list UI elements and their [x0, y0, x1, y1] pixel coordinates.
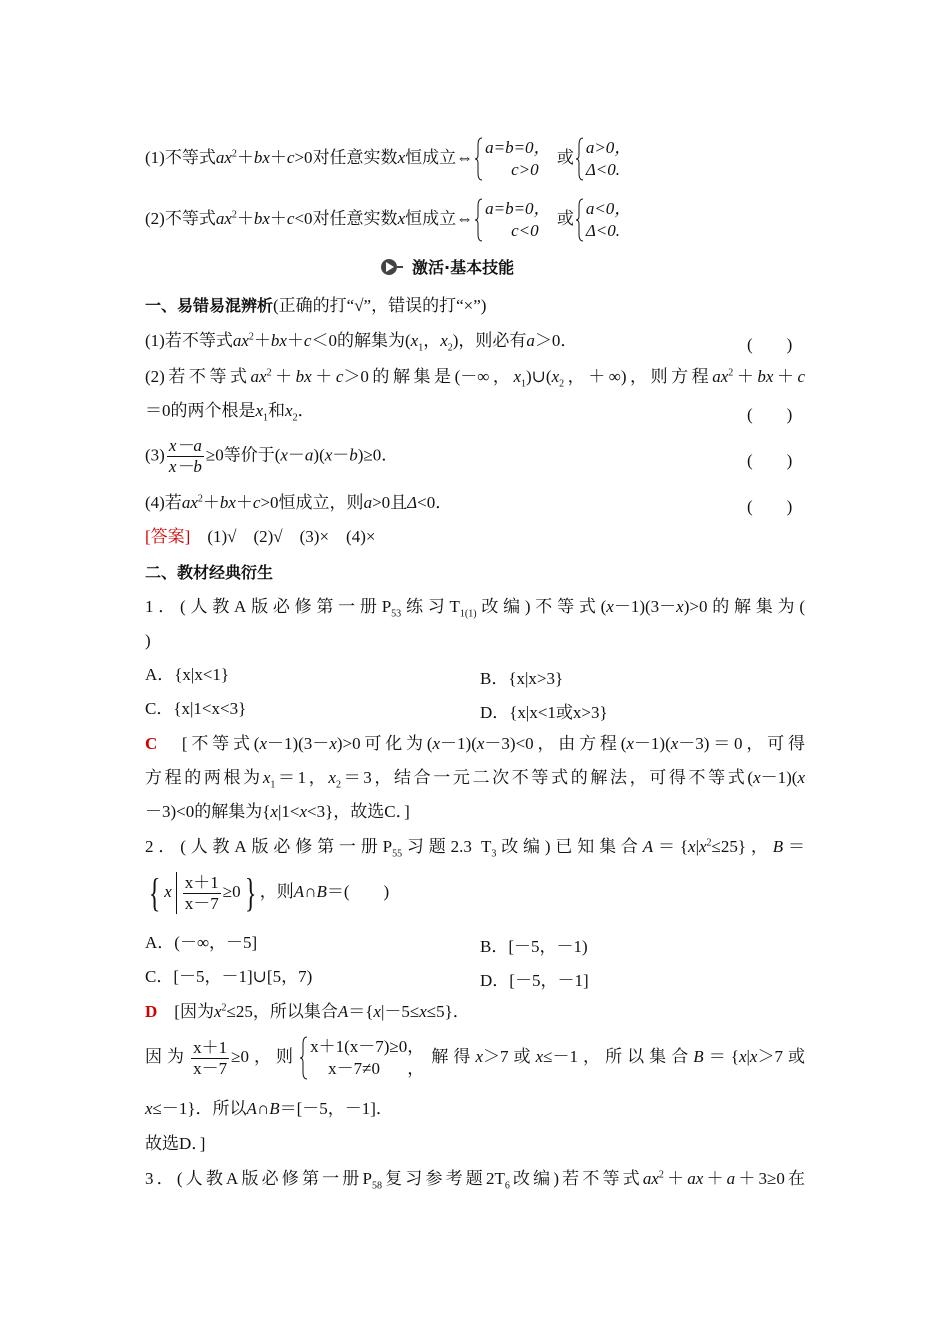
q2-option-c[interactable]: C．[－5，－1]∪[5，7) [145, 967, 313, 986]
answer-paren-1[interactable]: ( ) [747, 335, 793, 354]
question-2: 2．(人教A版必修第一册$P_{55}$习题2.3 $T_3$改编)已知集合$A=\{x|x^2\le 25\}$，B＝ [145, 837, 805, 860]
play-circle-icon [380, 258, 404, 276]
q1-option-d[interactable]: D．{x|x<1或x>3} [480, 703, 608, 722]
q2-option-a[interactable]: A．(－∞，－5] [145, 933, 258, 952]
brace-icon [576, 137, 584, 181]
answer-paren-2[interactable]: ( ) [747, 405, 793, 424]
cases-5: x＋1(x－7)≥0， x－7≠0， [300, 1036, 424, 1080]
q2-solution-1: D [因为$x^2\le 25$，所以集合A＝{x|－5≤x≤5}． [145, 1002, 470, 1021]
answer-paren-4[interactable]: ( ) [747, 497, 793, 516]
section-title: 激活·基本技能 [380, 255, 514, 278]
question-1-cont: ) [145, 631, 151, 650]
q2-solution-3: x≤－1}．所以A∩B＝[－5，－1]． [145, 1099, 393, 1118]
brace-icon [475, 137, 483, 181]
brace-icon [576, 198, 584, 242]
q1-option-c[interactable]: C．{x|1<x<3} [145, 699, 247, 718]
judge-item-1: (1)若不等式$ax^2+bx+c<0$的解集为($x_1$，$x_2$)，则必有a＞0． [145, 331, 578, 354]
cases-3: a=b=0， c<0 [475, 198, 550, 242]
answers-line: [答案] (1)√ (2)√ (3)× (4)× [145, 527, 376, 546]
q2-option-b[interactable]: B．[－5，－1) [480, 937, 588, 956]
q1-solution-1: C [不等式(x－1)(3－x)>0可化为(x－1)(x－3)<0，由方程(x－1)(x－3)＝0，可得 [145, 734, 805, 753]
judge-item-3: (3) $\frac{x-a}{x-b}$ ≥0等价于(x－a)(x－b)≥0． [145, 436, 399, 476]
q2-solution-4: 故选D．] [145, 1134, 206, 1153]
brace-icon [300, 1036, 308, 1080]
judge-item-2: (2)若不等式$ax^2+bx+c>0$的解集是(－∞，$x_1)\cup(x_2$，＋∞)，则方程$ax^2+bx+c$ [145, 367, 806, 390]
fraction: $\frac{x-a}{x-b}$ [168, 436, 202, 476]
q1-solution-3: －3)<0的解集为{x|1<x<3}，故选C．] [145, 802, 410, 821]
condition-line-2: (2)不等式$ax^2+bx+c<0$对任意实数x恒成立⇔ a=b=0， c<0 或 a<0， Δ<0. [145, 199, 632, 240]
q1-option-b[interactable]: B．{x|x>3} [480, 669, 564, 688]
cases-2: a>0， Δ<0. [576, 137, 631, 181]
answer-paren-3[interactable]: ( ) [747, 451, 793, 470]
cases-4: a<0， Δ<0. [576, 198, 631, 242]
brace-icon [475, 198, 483, 242]
condition-line-1: (1)不等式$ax^2+bx+c>0$对任意实数x恒成立⇔ a=b=0， c>0 或 a>0， Δ<0. [145, 138, 632, 179]
q2-option-d[interactable]: D．[－5，－1] [480, 971, 589, 990]
question-1: 1．(人教A版必修第一册$P_{53}$练习$T_{1(1)}$改编)不等式(x－1)(3－x)>0的解集为( [145, 597, 805, 620]
cases-1: a=b=0， c>0 [475, 137, 550, 181]
judge-item-4: (4)若$ax^2+bx+c>0$恒成立，则a>0且Δ<0． [145, 493, 453, 512]
question-3: 3．(人教A版必修第一册$P_{58}$复习参考题$2T_6$改编)若不等式$ax^2+ax+a+3\ge 0$在 [145, 1169, 805, 1192]
q1-option-a[interactable]: A．{x|x<1} [145, 665, 230, 684]
judge-item-2-cont: ＝0的两个根是$x_1$和$x_2$． [145, 401, 315, 424]
question-2-cont: { x $\frac{x+1}{x-7}$ ≥0} ，则A∩B＝( ) [148, 870, 390, 915]
part2-heading: 二、教材经典衍生 [145, 563, 274, 582]
q1-solution-2: 方程的两根为$x_1=1$，$x_2=3$，结合一元二次不等式的解法，可得不等式(x－1)(x [145, 768, 806, 791]
part1-heading: 一、易错易混辨析(正确的打“√”，错误的打“×”) [145, 296, 487, 315]
q2-solution-2: 因为 $\frac{x+1}{x-7}$ ≥0，则 x＋1(x－7)≥0， x－7≠0， 解得x＞7或x≤－1，所以集合B＝{x|x＞7或 [145, 1037, 806, 1078]
